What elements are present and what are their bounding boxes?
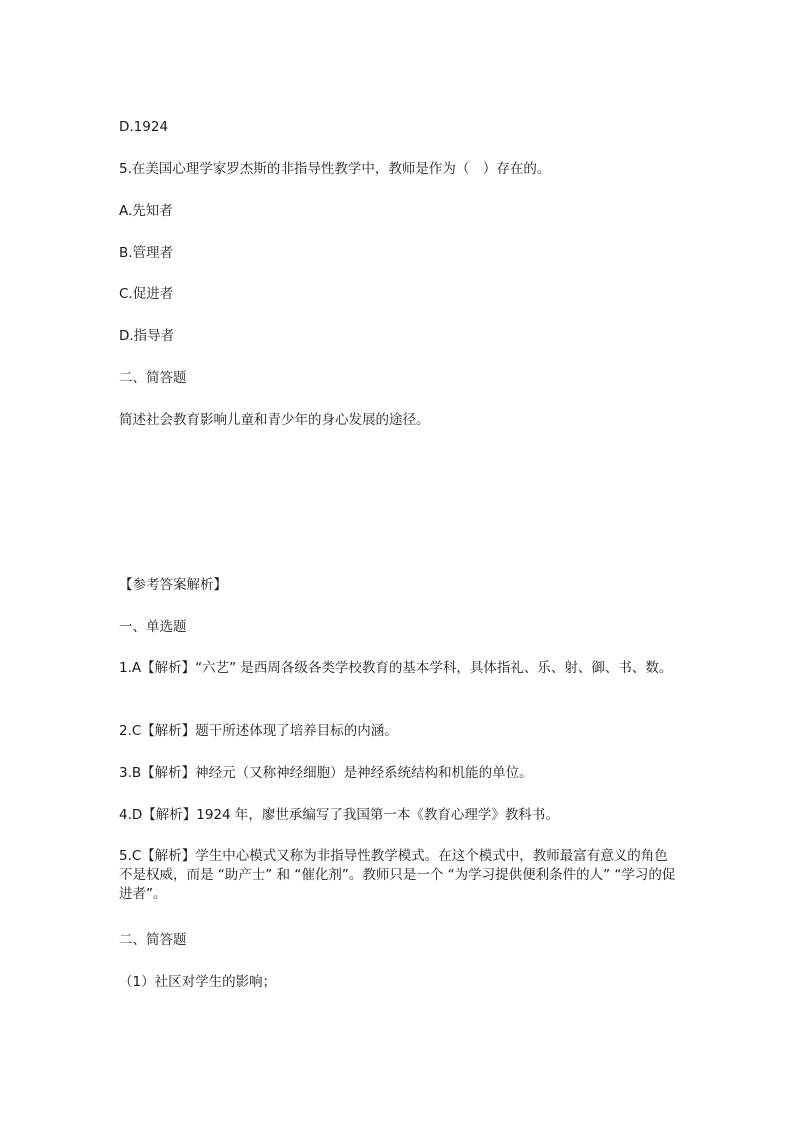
answer-item-1: 1.A【解析】“六艺” 是西周各级各类学校教育的基本学科，具体指礼、乐、射、御、书、数。 xyxy=(119,660,673,676)
answer-item-5: 5.C【解析】学生中心模式又称为非指导性教学模式。在这个模式中，教师最富有意义的角色不是权威，而是 “助产士” 和 “催化剂”。教师只是一个 “为学习提供便利条件的人” “学习的促进者”。 xyxy=(119,848,676,902)
answer-item-3: 3.B【解析】神经元（又称神经细胞）是神经系统结构和机能的单位。 xyxy=(119,765,533,781)
answer-section-single-choice: 一、单选题 xyxy=(119,619,187,635)
option-d-previous-question: D.1924 xyxy=(119,119,169,135)
option-b: B.管理者 xyxy=(119,245,174,261)
short-answer-question: 简述社会教育影响儿童和青少年的身心发展的途径。 xyxy=(119,412,430,428)
option-c: C.促进者 xyxy=(119,286,174,302)
question-5-stem: 5.在美国心理学家罗杰斯的非指导性教学中，教师是作为（ ）存在的。 xyxy=(119,161,551,177)
answer-point-1: （1）社区对学生的影响； xyxy=(119,974,277,990)
answer-item-2: 2.C【解析】题干所述体现了培养目标的内涵。 xyxy=(119,723,398,739)
section-heading-short-answer: 二、简答题 xyxy=(119,370,187,386)
option-a: A.先知者 xyxy=(119,203,173,219)
option-d: D.指导者 xyxy=(119,328,175,344)
answer-key-title: 【参考答案解析】 xyxy=(119,577,227,593)
answer-item-4: 4.D【解析】1924 年，廖世承编写了我国第一本《教育心理学》教科书。 xyxy=(119,807,559,823)
answer-section-short-answer: 二、简答题 xyxy=(119,932,187,948)
